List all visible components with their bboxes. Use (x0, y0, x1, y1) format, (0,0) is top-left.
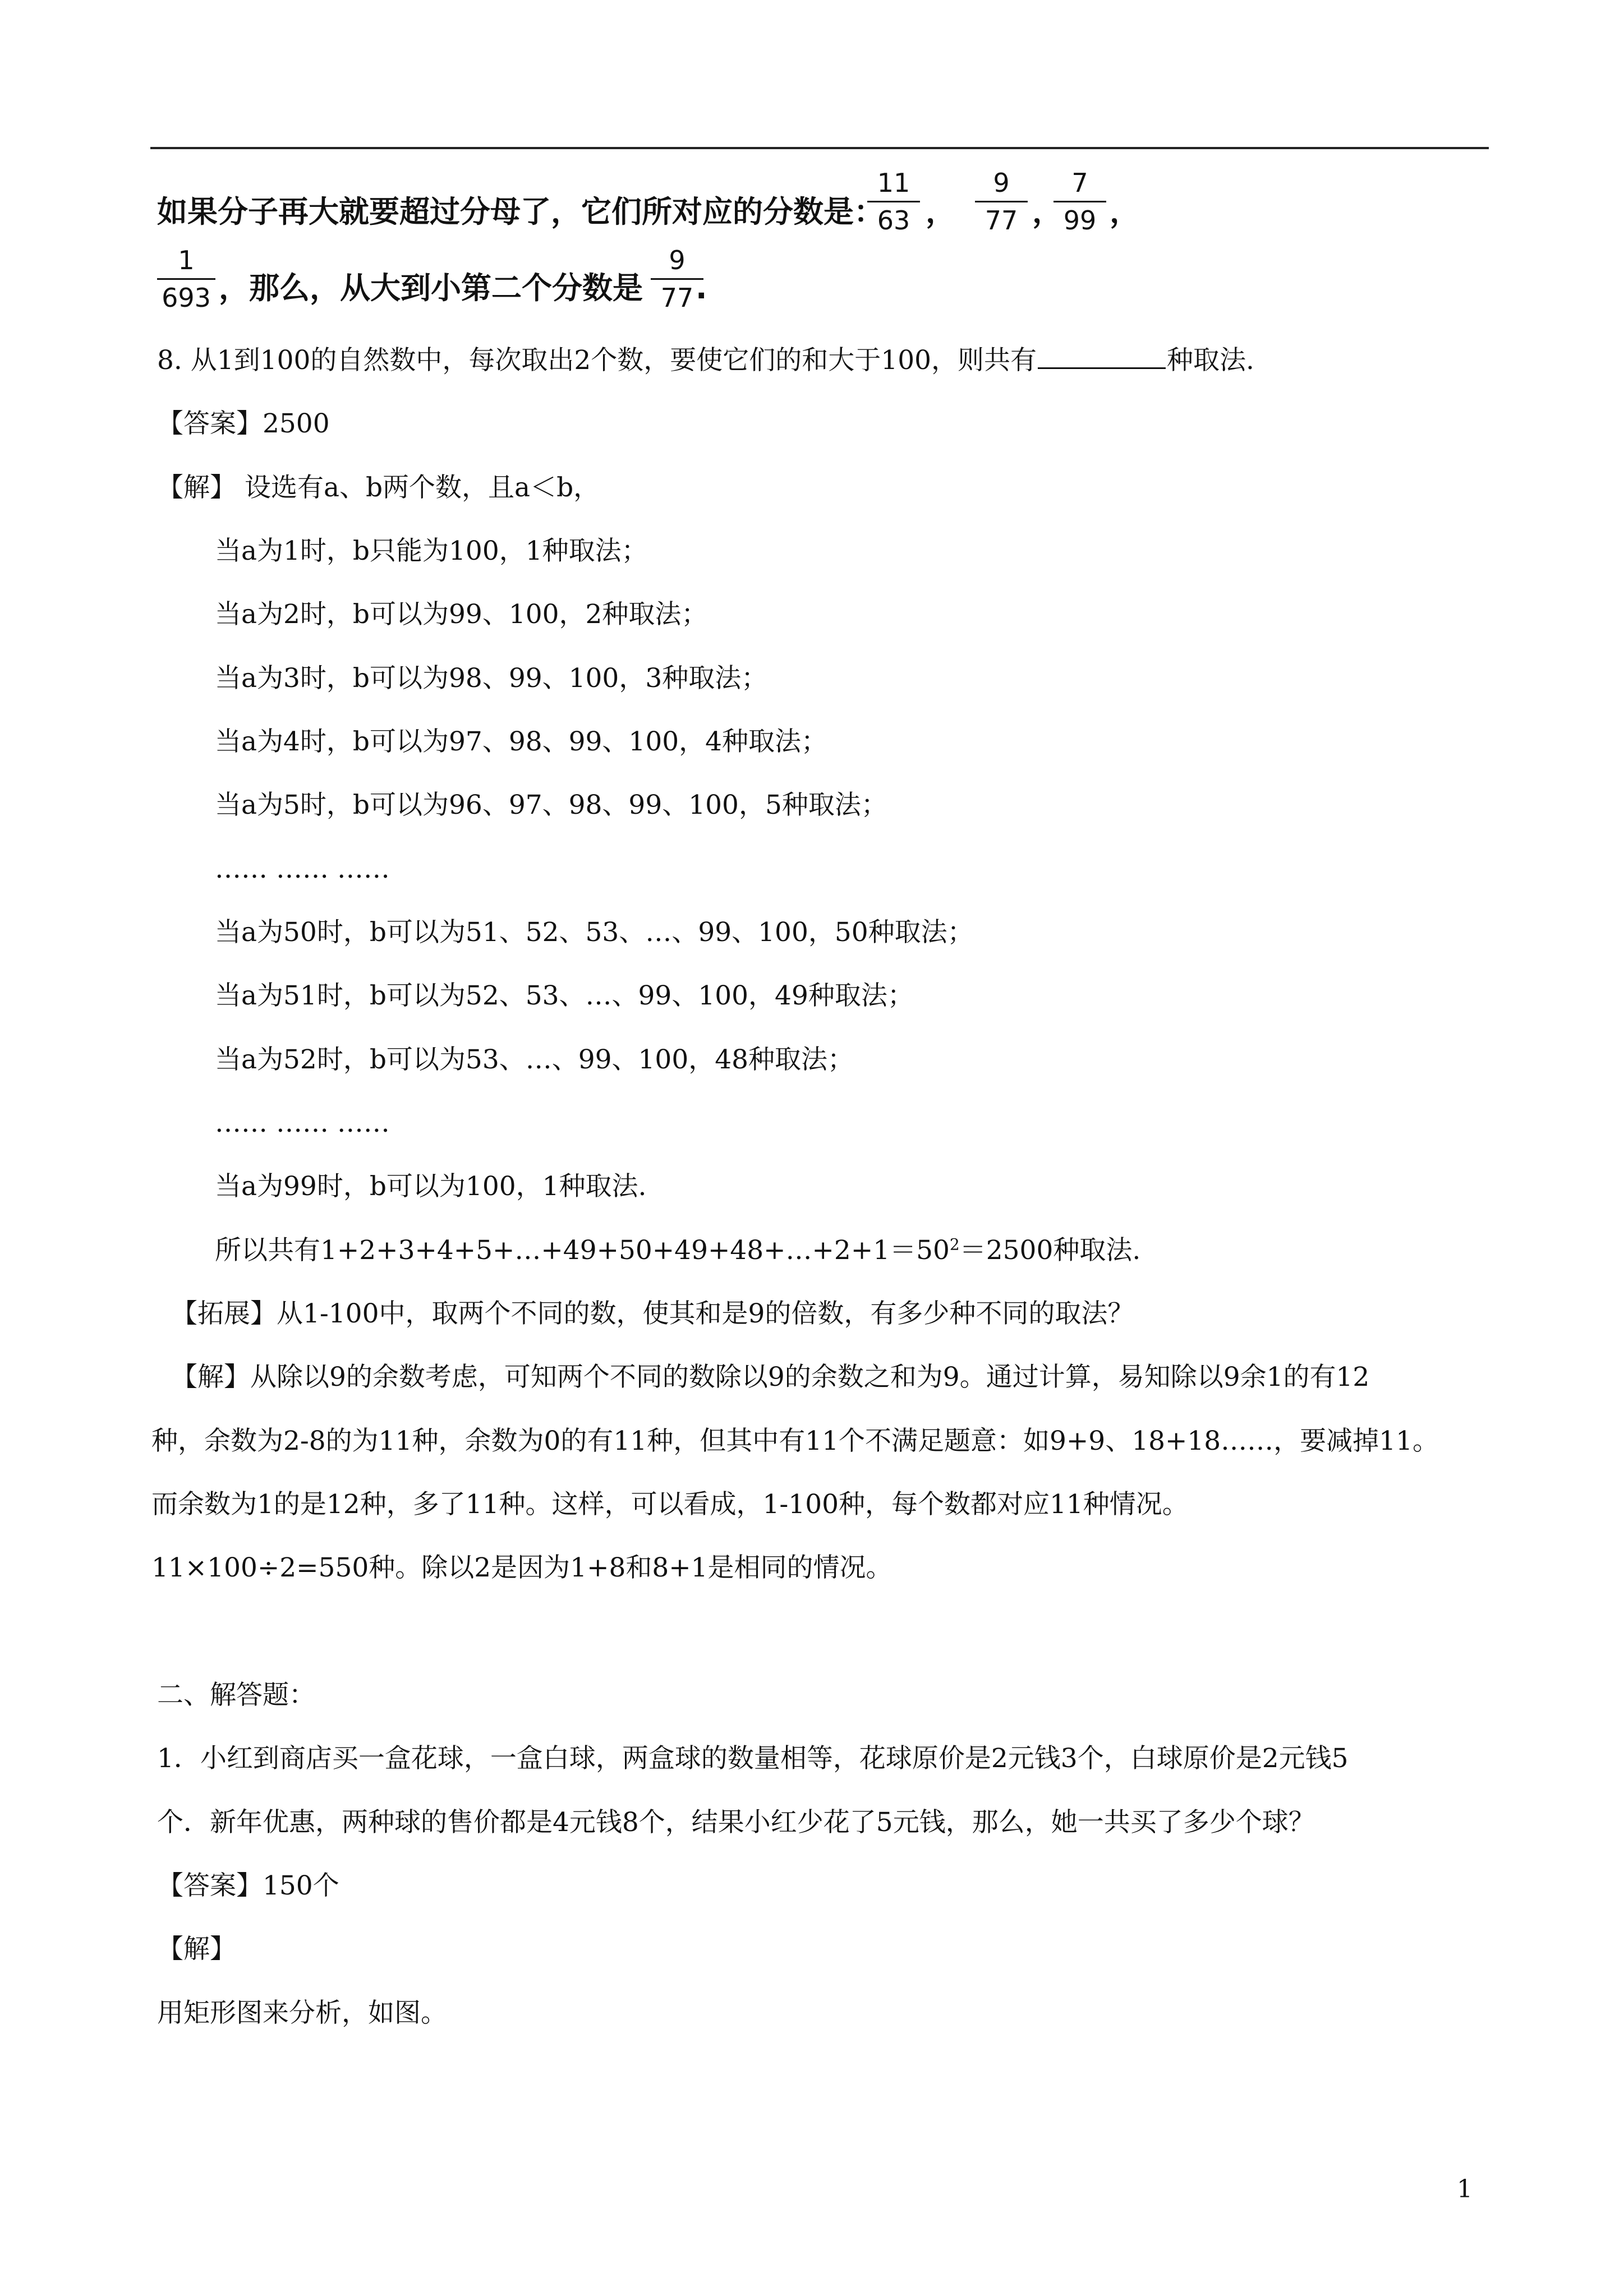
fraction-numerator: 7 (1071, 168, 1088, 198)
header-rule (150, 147, 1489, 149)
case-line: 当a为4时，b可以为97、98、99、100，4种取法； (215, 726, 828, 757)
case-line: 当a为50时，b可以为51、52、53、…、99、100，50种取法； (215, 917, 974, 948)
fraction-numerator: 11 (877, 168, 910, 198)
fraction-1-693 (153, 245, 220, 313)
fraction-7-99 (1049, 167, 1111, 236)
fraction-bar (975, 201, 1028, 202)
question-1-line: 个．新年优惠，两种球的售价都是4元钱8个，结果小红少花了5元钱，那么，她一共买了多少个球？ (157, 1807, 1315, 1838)
case-line: 当a为99时，b可以为100，1种取法. (215, 1171, 647, 1202)
extension-question: 【拓展】从1-100中，取两个不同的数，使其和是9的倍数，有多少种不同的取法？ (171, 1298, 1134, 1329)
case-line: 当a为52时，b可以为53、…、99、100，48种取法； (215, 1044, 854, 1075)
fraction-numerator: 9 (669, 245, 686, 275)
fraction-9-77 (970, 167, 1032, 236)
comma: ， (926, 194, 956, 229)
question-8-text: 8. 从1到100的自然数中，每次取出2个数，要使它们的和大于100，则共有 (157, 345, 1037, 376)
comma: ， (1110, 194, 1140, 229)
q1-answer: 【答案】150个 (157, 1870, 339, 1901)
page-number: 1 (1457, 2175, 1473, 2203)
sum-expression: 所以共有1+2+3+4+5+…+49+50+49+48+…+2+1＝50 (215, 1235, 950, 1266)
case-line: 当a为3时，b可以为98、99、100，3种取法； (215, 663, 768, 694)
fraction-denominator: 693 (162, 283, 211, 313)
extension-solution-line: 【解】从除以9的余数考虑，可知两个不同的数除以9的余数之和为9。通过计算，易知除以9余1的有12 (171, 1362, 1370, 1393)
fraction-bar (157, 278, 215, 280)
fraction-numerator: 9 (993, 168, 1010, 198)
sum-exponent: 2 (949, 1235, 960, 1254)
comma: ， (1032, 194, 1062, 229)
ellipsis-line: …… …… …… (215, 854, 390, 884)
fraction-11-63 (863, 167, 924, 236)
period: . (696, 270, 707, 306)
fraction-denominator: 77 (660, 283, 694, 313)
sum-line (215, 1234, 1140, 1267)
fraction-intro-text: 如果分子再大就要超过分母了，它们所对应的分数是： (157, 194, 884, 229)
q1-solution-text: 用矩形图来分析，如图。 (157, 1998, 447, 2028)
fraction-numerator: 1 (178, 245, 195, 275)
extension-solution-line: 11×100÷2=550种。除以2是因为1+8和8+1是相同的情况。 (151, 1552, 892, 1583)
question-8-suffix: 种取法. (1167, 345, 1254, 376)
case-line: 当a为1时，b只能为100，1种取法； (215, 536, 648, 566)
fraction-denominator: 77 (984, 205, 1018, 236)
fraction-bar (867, 201, 920, 202)
extension-solution-line: 而余数为1的是12种，多了11种。这样，可以看成，1-100种，每个数都对应11种情况。 (151, 1489, 1189, 1520)
answer-blank (1038, 344, 1166, 369)
question-1-line: 1．小红到商店买一盒花球，一盒白球，两盒球的数量相等，花球原价是2元钱3个，白球原价是2元钱5 (157, 1743, 1349, 1774)
q1-solution-label: 【解】 (157, 1934, 236, 1965)
q8-solution-intro: 【解】 设选有a、b两个数，且a＜b， (157, 472, 600, 503)
sum-result: ＝2500种取法. (959, 1235, 1141, 1266)
case-line: 当a为5时，b可以为96、97、98、99、100，5种取法； (215, 790, 887, 820)
ellipsis-line: …… …… …… (215, 1108, 390, 1138)
section-heading: 二、解答题： (157, 1680, 315, 1711)
fraction-denominator: 63 (877, 205, 910, 236)
extension-solution-line: 种，余数为2-8的为11种，余数为0的有11种，但其中有11个不满足题意：如9+9、18+18……，要减掉11。 (151, 1426, 1439, 1456)
q8-answer: 【答案】2500 (157, 408, 330, 439)
question-8 (157, 344, 1254, 377)
fraction-bar (1053, 201, 1106, 202)
fraction-denominator: 99 (1063, 205, 1097, 236)
case-line: 当a为2时，b可以为99、100，2种取法； (215, 599, 708, 630)
case-line: 当a为51时，b可以为52、53、…、99、100，49种取法； (215, 980, 914, 1011)
second-largest-text: ，那么，从大到小第二个分数是 (219, 270, 643, 306)
